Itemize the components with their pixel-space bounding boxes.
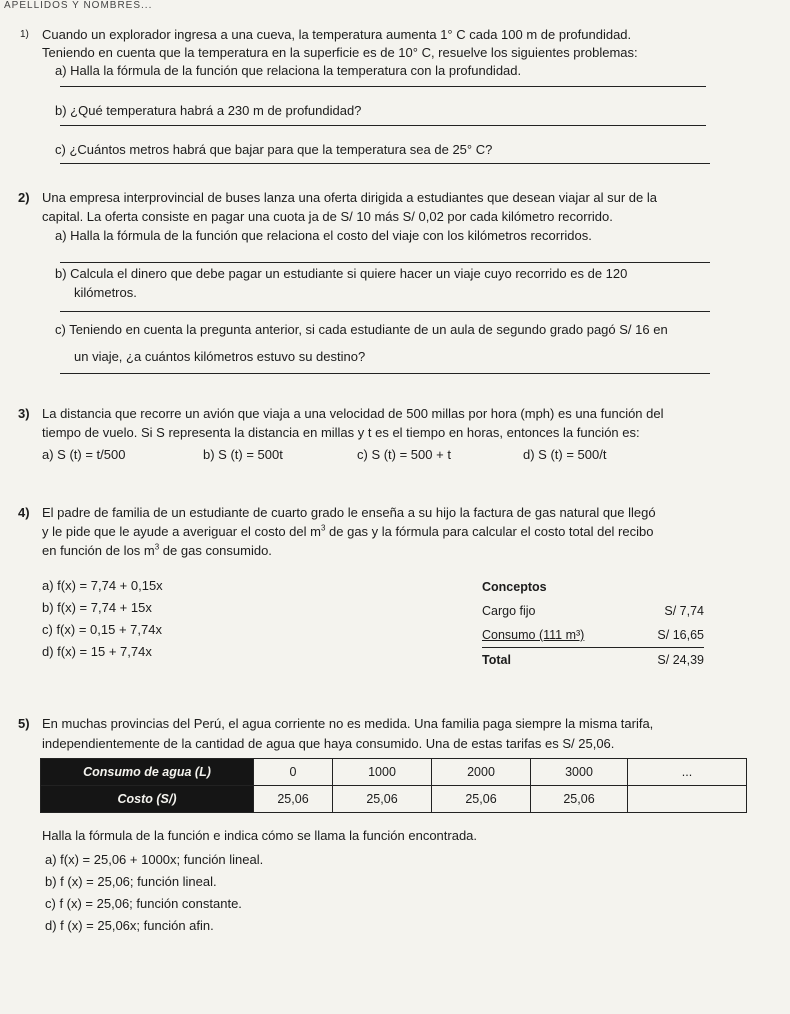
q1-c-answer-line[interactable] — [60, 163, 710, 164]
q4-option-c[interactable]: c) f(x) = 0,15 + 7,74x — [42, 622, 162, 637]
consumo-cell: 0 — [254, 759, 333, 786]
water-tariff-table — [40, 758, 747, 813]
q2-line1: Una empresa interprovincial de buses lanza una oferta dirigida a estudiantes que desean viajar al sur de la — [42, 190, 657, 205]
q2-b-line1: b) Calcula el dinero que debe pagar un estudiante si quiere hacer un viaje cuyo recorrido es de 120 — [55, 266, 628, 281]
concepts-consumption-row — [482, 623, 704, 648]
costo-cell: 25,06 — [432, 786, 531, 813]
q4-option-a[interactable]: a) f(x) = 7,74 + 0,15x — [42, 578, 163, 593]
consumo-cell: 1000 — [333, 759, 432, 786]
consumption-value: S/ 16,65 — [657, 628, 704, 642]
costo-cell: 25,06 — [333, 786, 432, 813]
q3-line1: La distancia que recorre un avión que viaja a una velocidad de 500 millas por hora (mph) es una función del — [42, 406, 664, 421]
consumo-header: Consumo de agua (L) — [41, 759, 254, 786]
q2-c-line1: c) Teniendo en cuenta la pregunta anterior, si cada estudiante de un aula de segundo grado pagó S/ 16 en — [55, 322, 668, 337]
q4-line3-end: de gas consumido. — [159, 543, 272, 558]
q1-b-answer-line[interactable] — [60, 125, 706, 126]
consumption-label: Consumo (111 m³) — [482, 628, 585, 642]
costo-row — [41, 786, 747, 813]
q4-cubic-sup-2: 3 — [154, 542, 160, 552]
q3-option-a[interactable]: a) S (t) = t/500 — [42, 447, 126, 462]
q2-b-answer-line[interactable] — [60, 311, 710, 312]
q4-option-b[interactable]: b) f(x) = 7,74 + 15x — [42, 600, 152, 615]
q3-option-b[interactable]: b) S (t) = 500t — [203, 447, 283, 462]
q2-line2: capital. La oferta consiste en pagar una cuota ja de S/ 10 más S/ 0,02 por cada kilómetro recorrido. — [42, 209, 613, 224]
q4-cubic-sup: 3 — [320, 523, 326, 533]
q1-a: a) Halla la fórmula de la función que relaciona la temperatura con la profundidad. — [55, 63, 522, 78]
concepts-total-row — [482, 648, 704, 672]
total-label: Total — [482, 653, 511, 667]
q1-line2: Teniendo en cuenta que la temperatura en la superficie es de 10° C, resuelve los siguientes problemas: — [42, 45, 638, 60]
consumo-cell: ... — [628, 759, 747, 786]
fixed-charge-value: S/ 7,74 — [664, 604, 704, 618]
q4-option-d[interactable]: d) f(x) = 15 + 7,74x — [42, 644, 152, 659]
header-name-line: APELLIDOS Y NOMBRES... — [4, 0, 153, 11]
q1-number: 1) — [20, 29, 29, 40]
total-value: S/ 24,39 — [657, 653, 704, 667]
consumo-cell: 2000 — [432, 759, 531, 786]
q3-option-d[interactable]: d) S (t) = 500/t — [523, 447, 607, 462]
q4-line3 — [42, 543, 272, 558]
q5-option-d[interactable]: d) f (x) = 25,06x; función afin. — [45, 918, 214, 933]
q2-c-line2: un viaje, ¿a cuántos kilómetros estuvo su destino? — [74, 349, 366, 364]
q2-a: a) Halla la fórmula de la función que relaciona el costo del viaje con los kilómetros recorridos. — [55, 228, 592, 243]
costo-cell — [628, 786, 747, 813]
q5-prompt: Halla la fórmula de la función e indica cómo se llama la función encontrada. — [42, 828, 478, 843]
costo-cell: 25,06 — [531, 786, 628, 813]
q4-line1: El padre de familia de un estudiante de cuarto grado le enseña a su hijo la factura de gas natural que llegó — [42, 505, 656, 520]
q4-line2-start: y le pide que le ayude a averiguar el costo del m — [42, 524, 321, 539]
q3-line2: tiempo de vuelo. Si S representa la distancia en millas y t es el tiempo en horas, entonces la función es: — [42, 425, 640, 440]
concepts-fixed-charge-row — [482, 599, 704, 623]
q1-c: c) ¿Cuántos metros habrá que bajar para que la temperatura sea de 25° C? — [55, 142, 493, 157]
q2-c-answer-line[interactable] — [60, 373, 710, 374]
q5-number: 5) — [18, 716, 30, 731]
q5-line1: En muchas provincias del Perú, el agua corriente no es medida. Una familia paga siempre la misma tarifa, — [42, 716, 654, 731]
q2-a-answer-line[interactable] — [60, 262, 710, 263]
q4-number: 4) — [18, 505, 30, 520]
costo-cell: 25,06 — [254, 786, 333, 813]
q2-number: 2) — [18, 190, 30, 205]
q1-b: b) ¿Qué temperatura habrá a 230 m de profundidad? — [55, 103, 362, 118]
concepts-title: Conceptos — [482, 580, 547, 594]
q4-line2-end: de gas y la fórmula para calcular el costo total del recibo — [325, 524, 654, 539]
q3-number: 3) — [18, 406, 30, 421]
q1-line1: Cuando un explorador ingresa a una cueva, la temperatura aumenta 1° C cada 100 m de profundidad. — [42, 27, 632, 42]
q5-option-c[interactable]: c) f (x) = 25,06; función constante. — [45, 896, 242, 911]
q2-b-line2: kilómetros. — [74, 285, 137, 300]
consumo-cell: 3000 — [531, 759, 628, 786]
q4-line2 — [42, 524, 653, 539]
concepts-title-row — [482, 575, 704, 599]
q3-option-c[interactable]: c) S (t) = 500 + t — [357, 447, 451, 462]
q5-option-a[interactable]: a) f(x) = 25,06 + 1000x; función lineal. — [45, 852, 264, 867]
costo-header: Costo (S/) — [41, 786, 254, 813]
q1-a-answer-line[interactable] — [60, 86, 706, 87]
q5-option-b[interactable]: b) f (x) = 25,06; función lineal. — [45, 874, 217, 889]
consumo-row — [41, 759, 747, 786]
q5-line2: independientemente de la cantidad de agua que haya consumido. Una de estas tarifas es S/ 25,06. — [42, 736, 615, 751]
q4-line3-start: en función de los m — [42, 543, 155, 558]
fixed-charge-label: Cargo fijo — [482, 604, 536, 618]
gas-bill-concepts — [482, 575, 704, 672]
